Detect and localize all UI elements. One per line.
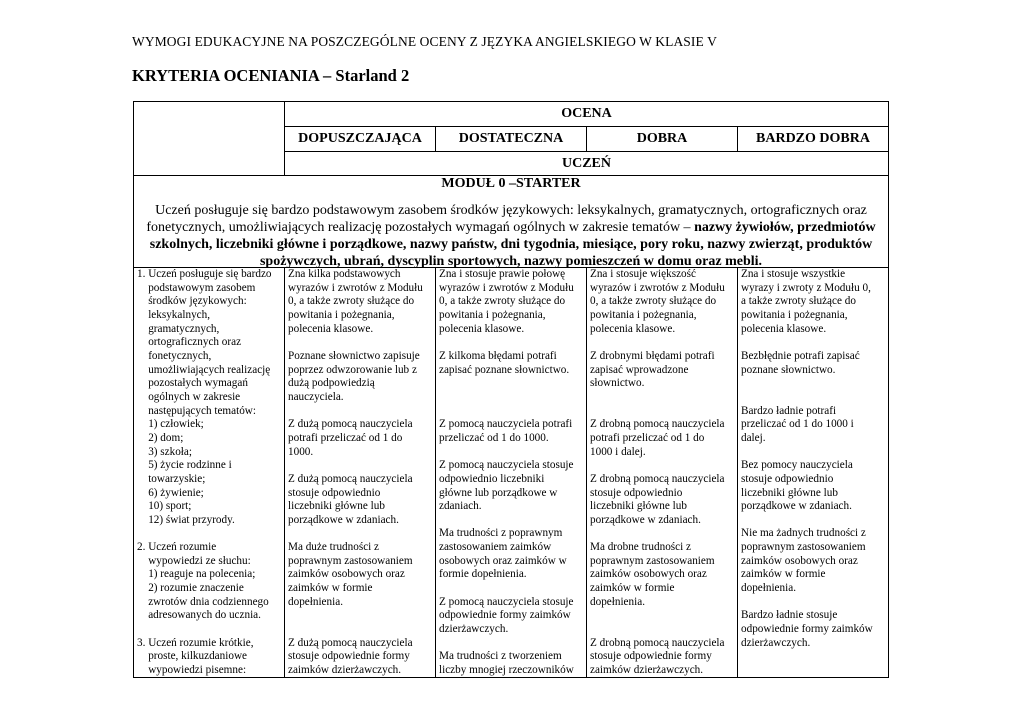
cell-line: potrafi przeliczać od 1 do (288, 431, 403, 444)
cell-line: wyrazy i zwroty z Modułu 0, (741, 281, 871, 294)
cell-line: zaimków dzierżawczych. (288, 664, 402, 677)
cell-line: Z drobną pomocą nauczyciela (590, 472, 725, 485)
cell-line: 1) człowiek; (137, 418, 204, 431)
cell-line: 3) szkoła; (137, 445, 192, 458)
cell-line (590, 623, 736, 637)
header-uczen: UCZEŃ (561, 155, 611, 171)
cell-line: polecenia klasowe. (439, 322, 525, 335)
cell-line: powitania i pożegnania, (741, 308, 848, 321)
cell-line: 1000 i dalej. (590, 445, 646, 458)
cell-line (741, 377, 887, 391)
dopuszczajaca-column (288, 268, 434, 678)
column-divider-3 (586, 267, 587, 677)
cell-line: Ma duże trudności z (288, 541, 380, 554)
cell-line: wypowiedzi pisemne: (137, 664, 247, 677)
cell-line: Poznane słownictwo zapisuje (288, 349, 420, 362)
cell-line: dzierżawczych. (741, 636, 811, 649)
header-ocena: OCENA (561, 106, 612, 121)
cell-line: poprzez odwzorowanie lub z (288, 363, 417, 376)
cell-line: zwrotów dnia codziennego (137, 595, 269, 608)
cell-line: Z drobną pomocą nauczyciela (590, 418, 725, 431)
cell-line (288, 609, 434, 623)
cell-line: Z pomocą nauczyciela stosuje (439, 459, 574, 472)
cell-line: słownictwo. (590, 377, 645, 390)
cell-line: wyrazów i zwrotów z Modułu (439, 281, 574, 294)
module-intro-text: Uczeń posługuje się bardzo podstawowym zasobem środków językowych: leksykalnych, gramatycznych, ortograficznych oraz fonetycznych, umożliwiających realizację pozostałych wymagań ogólnych w zakresie tematów – (146, 203, 867, 235)
cell-line: Ma trudności z poprawnym (439, 527, 563, 540)
column-divider-2 (435, 267, 436, 677)
cell-line: odpowiednie formy zaimków (439, 609, 571, 622)
cell-line (590, 405, 736, 419)
document-header: WYMOGI EDUKACYJNE NA POSZCZEGÓLNE OCENY Z JĘZYKA ANGIELSKIEGO W KLASIE V (132, 34, 717, 49)
cell-line: liczebniki główne lub (590, 500, 687, 513)
cell-line (439, 336, 585, 350)
cell-line: zaimków w formie (741, 568, 826, 581)
cell-line: ogólnych w zakresie (137, 390, 241, 403)
cell-line: Bez pomocy nauczyciela (741, 459, 853, 472)
cell-line: zaimków osobowych oraz (288, 568, 405, 581)
cell-line: stosuje odpowiednio (288, 486, 381, 499)
cell-line: podstawowym zasobem (137, 281, 256, 294)
cell-line (590, 527, 736, 541)
header-grade-dostateczna: DOSTATECZNA (458, 131, 564, 146)
cell-line (741, 336, 887, 350)
cell-line: Z drobną pomocą nauczyciela (590, 636, 725, 649)
cell-line: 6) żywienie; (137, 486, 204, 499)
dostateczna-column (439, 268, 585, 678)
cell-line: liczebniki główne lub (288, 500, 385, 513)
cell-line: 0, a także zwroty służące do (288, 295, 415, 308)
cell-line: 0, a także zwroty służące do (590, 295, 717, 308)
dobra-column (590, 268, 736, 678)
cell-line: adresowanych do ucznia. (137, 609, 261, 622)
cell-line: stosuje odpowiednio (741, 472, 834, 485)
cell-line (590, 391, 736, 405)
cell-line: Ma trudności z tworzeniem (439, 650, 562, 663)
cell-line: Z dużą pomocą nauczyciela (288, 418, 413, 431)
cell-line: powitania i pożegnania, (439, 308, 546, 321)
cell-line: porządkowe w zdaniach. (590, 513, 701, 526)
cell-line: porządkowe w zdaniach. (741, 500, 852, 513)
cell-line: zastosowaniem zaimków (439, 541, 552, 554)
cell-line (288, 459, 434, 473)
cell-line: formie dopełnienia. (439, 568, 527, 581)
column-divider-4 (737, 267, 738, 677)
cell-line (741, 514, 887, 528)
cell-line: Z pomocą nauczyciela stosuje (439, 595, 574, 608)
cell-line: fonetycznych, (137, 349, 212, 362)
cell-line: Z dużą pomocą nauczyciela (288, 472, 413, 485)
cell-line: poprawnym zastosowaniem (590, 554, 715, 567)
cell-line: poprawnym zastosowaniem (741, 541, 866, 554)
cell-line: polecenia klasowe. (741, 322, 827, 335)
cell-line (741, 596, 887, 610)
header-grade-dopuszczajaca: DOPUSZCZAJĄCA (298, 131, 422, 146)
cell-line: a także zwroty służące do (741, 295, 856, 308)
header-grade-dobra: DOBRA (636, 131, 688, 146)
cell-line: zaimków w formie (288, 582, 373, 595)
cell-line: dopełnienia. (741, 582, 796, 595)
cell-line: poznane słownictwo. (741, 363, 836, 376)
cell-line: dzierżawczych. (439, 623, 509, 636)
cell-line: przeliczać od 1 do 1000. (439, 431, 549, 444)
requirements-column (137, 268, 283, 678)
cell-line: główne lub porządkowe w (439, 486, 558, 499)
cell-line: gramatycznych, (137, 322, 220, 335)
column-divider-1 (284, 267, 285, 677)
cell-line: następujących tematów: (137, 404, 256, 417)
cell-line: liczebniki główne lub (741, 486, 838, 499)
cell-line: odpowiednio liczebniki (439, 472, 545, 485)
cell-line: wyrazów i zwrotów z Modułu (288, 281, 423, 294)
cell-line: ortograficznych oraz (137, 336, 242, 349)
module-intro-topics: nazwy żywiołów, przedmiotów szkolnych, liczebniki główne i porządkowe, nazwy państw, dni tygodnia, miesiące, pory roku, nazwy zwierząt, produktów spożywczych, ubrań, dyscyplin sportowych, nazwy pomieszczeń w domu oraz mebli. (149, 220, 876, 269)
cell-line: 2) rozumie znaczenie (137, 582, 244, 595)
cell-line: 2) dom; (137, 431, 184, 444)
cell-line (288, 623, 434, 637)
cell-line: Zna i stosuje prawie połowę (439, 268, 566, 280)
cell-line: stosuje odpowiednie formy (288, 650, 410, 663)
cell-line: powitania i pożegnania, (288, 308, 395, 321)
cell-line: Bardzo ładnie stosuje (741, 609, 838, 622)
cell-line: pozostałych wymagań (137, 377, 248, 390)
cell-line (288, 336, 434, 350)
cell-line (741, 391, 887, 405)
module-title: MODUŁ 0 –STARTER (441, 176, 581, 191)
cell-line: stosuje odpowiednio (590, 486, 683, 499)
cell-line: 5) życie rodzinne i (137, 459, 232, 472)
cell-line: 1. Uczeń posługuje się bardzo (137, 268, 272, 280)
cell-line: 2. Uczeń rozumie (137, 541, 217, 554)
cell-line: zaimków osobowych oraz (590, 568, 707, 581)
cell-line: porządkowe w zdaniach. (288, 513, 399, 526)
cell-line: nauczyciela. (288, 390, 344, 403)
header-grade-bardzo-dobra: BARDZO DOBRA (756, 131, 870, 146)
cell-line (590, 336, 736, 350)
cell-line: odpowiednie formy zaimków (741, 623, 873, 636)
cell-line: 12) świat przyrody. (137, 513, 235, 526)
cell-line: Z kilkoma błędami potrafi (439, 349, 557, 362)
cell-line (590, 609, 736, 623)
bardzo-dobra-column (741, 268, 887, 650)
cell-line: liczby mnogiej rzeczowników (439, 664, 574, 677)
cell-line: polecenia klasowe. (590, 322, 676, 335)
cell-line: 1000. (288, 445, 314, 458)
cell-line: stosuje odpowiednie formy (590, 650, 712, 663)
cell-line (137, 527, 283, 541)
cell-line: Bardzo ładnie potrafi (741, 404, 837, 417)
cell-line (439, 514, 585, 528)
criteria-table (133, 101, 889, 678)
cell-line: wyrazów i zwrotów z Modułu (590, 281, 725, 294)
cell-line: zaimków osobowych oraz (741, 554, 858, 567)
cell-line: 1) reaguje na polecenia; (137, 568, 256, 581)
cell-line: leksykalnych, (137, 308, 211, 321)
cell-line: zapisać wprowadzone (590, 363, 689, 376)
cell-line: osobowych oraz zaimków w (439, 554, 567, 567)
cell-line (288, 527, 434, 541)
cell-line: towarzyskie; (137, 472, 206, 485)
cell-line (590, 459, 736, 473)
cell-line: przeliczać od 1 do 1000 i (741, 418, 854, 431)
cell-line (439, 391, 585, 405)
cell-line: środków językowych: (137, 295, 247, 308)
cell-line: proste, kilkuzdaniowe (137, 650, 247, 663)
cell-line: Z drobnymi błędami potrafi (590, 349, 715, 362)
cell-line: zapisać poznane słownictwo. (439, 363, 570, 376)
document-title: KRYTERIA OCENIANIA – Starland 2 (132, 66, 410, 85)
cell-line: Ma drobne trudności z (590, 541, 691, 554)
cell-line: dalej. (741, 431, 766, 444)
cell-line (288, 405, 434, 419)
cell-line: Nie ma żadnych trudności z (741, 527, 866, 540)
cell-line (439, 446, 585, 460)
cell-line: potrafi przeliczać od 1 do (590, 431, 705, 444)
cell-line: poprawnym zastosowaniem (288, 554, 413, 567)
cell-line: Z dużą pomocą nauczyciela (288, 636, 413, 649)
module-intro (137, 202, 885, 270)
cell-line (741, 446, 887, 460)
cell-line: dużą podpowiedzią (288, 377, 375, 390)
cell-line: dopełnienia. (590, 595, 645, 608)
cell-line: 10) sport; (137, 500, 192, 513)
cell-line: 0, a także zwroty służące do (439, 295, 566, 308)
cell-line: Z pomocą nauczyciela potrafi (439, 418, 573, 431)
cell-line: Bezbłędnie potrafi zapisać (741, 349, 860, 362)
cell-line (439, 405, 585, 419)
cell-line: zdaniach. (439, 500, 482, 513)
cell-line: dopełnienia. (288, 595, 343, 608)
cell-line: polecenia klasowe. (288, 322, 374, 335)
cell-line: 3. Uczeń rozumie krótkie, (137, 636, 254, 649)
cell-line (439, 637, 585, 651)
cell-line (137, 623, 283, 637)
cell-line: Zna i stosuje większość (590, 268, 696, 280)
cell-line: wypowiedzi ze słuchu: (137, 554, 251, 567)
cell-line: zaimków w formie (590, 582, 675, 595)
cell-line: zaimków dzierżawczych. (590, 664, 704, 677)
cell-line (439, 582, 585, 596)
cell-line: powitania i pożegnania, (590, 308, 697, 321)
cell-line: umożliwiających realizację (137, 363, 271, 376)
cell-line (439, 377, 585, 391)
cell-line: Zna kilka podstawowych (288, 268, 401, 280)
cell-line: Zna i stosuje wszystkie (741, 268, 846, 280)
